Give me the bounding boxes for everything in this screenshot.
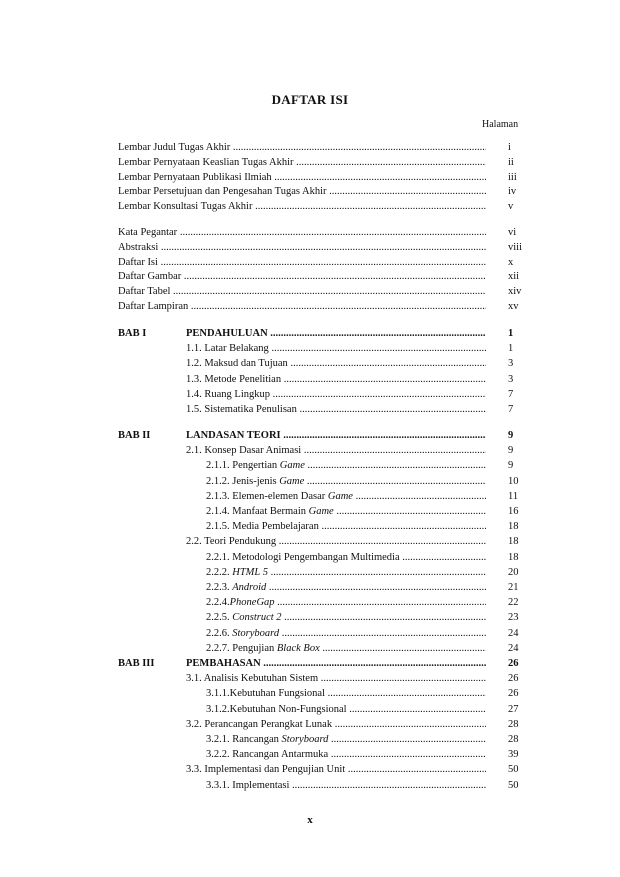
list-entry bbox=[0, 285, 620, 299]
toc-entry-title bbox=[118, 285, 486, 299]
list-entry bbox=[0, 241, 620, 255]
toc-entry-text: 2.1.2. Jenis-jenis bbox=[206, 475, 280, 487]
toc-entry-title bbox=[206, 520, 486, 534]
chapter-label: BAB I bbox=[118, 328, 147, 339]
front-matter-entry bbox=[0, 171, 620, 185]
toc-entry-text: 1.3. Metode Penelitian bbox=[186, 373, 282, 385]
section-entry bbox=[0, 748, 620, 762]
section-entry bbox=[0, 581, 620, 595]
toc-entry-title bbox=[206, 703, 486, 717]
toc-entry-title bbox=[186, 373, 486, 387]
toc-entry-italic: Construct 2 bbox=[232, 612, 282, 624]
toc-entry-text: PENDAHULUAN bbox=[186, 328, 268, 339]
toc-page-number: 28 bbox=[508, 734, 519, 745]
toc-entry-title bbox=[186, 327, 486, 341]
list-entry bbox=[0, 270, 620, 284]
toc-entry-title bbox=[118, 141, 486, 155]
section-entry bbox=[0, 444, 620, 458]
toc-entry-title bbox=[206, 581, 486, 595]
toc-entry-title bbox=[118, 185, 486, 199]
toc-entry-text: 2.2.3. bbox=[206, 582, 233, 593]
section-entry bbox=[0, 342, 620, 356]
toc-entry-title bbox=[206, 551, 486, 565]
toc-entry-text: Lembar Pernyataan Keaslian Tugas Akhir bbox=[118, 156, 294, 168]
toc-entry-text: 1.2. Maksud dan Tujuan bbox=[186, 358, 288, 370]
toc-entry-title bbox=[206, 748, 486, 762]
toc-page-number: 26 bbox=[508, 688, 519, 700]
toc-entry-title bbox=[206, 505, 486, 519]
toc-entry-text: LANDASAN TEORI bbox=[186, 430, 281, 441]
toc-entry-title bbox=[206, 611, 486, 625]
toc-entry-text: 2.2.6. bbox=[206, 627, 233, 639]
toc-entry-text: 3.2.1. Rancangan bbox=[206, 734, 282, 745]
toc-page-number: 26 bbox=[508, 673, 519, 685]
toc-page-number: 9 bbox=[508, 460, 514, 472]
toc-page-number: 50 bbox=[508, 764, 519, 776]
toc-entry-italic: Storyboard bbox=[232, 627, 280, 639]
toc-entry-title bbox=[206, 627, 486, 641]
toc-entry-title bbox=[206, 490, 486, 504]
toc-entry-text: 3.2. Perancangan Perangkat Lunak bbox=[186, 718, 333, 730]
toc-page-number: vi bbox=[508, 227, 517, 238]
toc-page-number: 39 bbox=[508, 749, 519, 761]
toc-entry-title bbox=[118, 300, 486, 314]
toc-page-number: viii bbox=[508, 241, 523, 253]
section-entry bbox=[0, 642, 620, 656]
toc-page-number: 16 bbox=[508, 506, 519, 517]
toc-entry-title bbox=[118, 200, 486, 214]
toc-entry-text: 3.2.2. Rancangan Antarmuka bbox=[206, 749, 329, 761]
list-entry bbox=[0, 300, 620, 314]
toc-entry-text: 2.2.7. Pengujian bbox=[206, 642, 277, 654]
toc-page-number: 24 bbox=[508, 627, 519, 639]
toc-entry-text: 2.1.1. Pengertian bbox=[206, 460, 280, 472]
toc-entry-text: Lembar Judul Tugas Akhir bbox=[118, 142, 231, 153]
toc-entry-italic: Black Box bbox=[276, 642, 320, 654]
section-entry bbox=[0, 388, 620, 402]
toc-entry-title bbox=[186, 718, 486, 732]
toc-page-number: 3 bbox=[508, 373, 514, 385]
toc-page-number: 50 bbox=[508, 779, 519, 791]
toc-page-number: xv bbox=[508, 301, 519, 312]
section-entry bbox=[0, 566, 620, 580]
toc-entry-text: Daftar Gambar bbox=[118, 271, 182, 283]
toc-page-number: 9 bbox=[508, 430, 514, 441]
toc-entry-title bbox=[186, 388, 486, 402]
section-entry bbox=[0, 733, 620, 747]
toc-entry-text: 2.1.5. Media Pembelajaran bbox=[206, 521, 319, 533]
toc-page-number: v bbox=[508, 201, 514, 213]
toc-page-number: 9 bbox=[508, 445, 514, 457]
toc-entry-italic: Game bbox=[279, 475, 305, 487]
toc-page-number: 20 bbox=[508, 566, 519, 578]
toc-page-number: iii bbox=[508, 171, 517, 183]
front-matter-entry bbox=[0, 200, 620, 214]
toc-entry-text: 2.2.2. bbox=[206, 566, 233, 578]
toc-page-number: 18 bbox=[508, 521, 519, 533]
page-title: DAFTAR ISI bbox=[271, 92, 349, 107]
toc-page-number: xii bbox=[508, 271, 520, 283]
toc-entry-italic: Storyboard bbox=[281, 734, 329, 745]
toc-entry-text: 3.1.2.Kebutuhan Non-Fungsional bbox=[206, 703, 347, 715]
toc-entry-text: Lembar Konsultasi Tugas Akhir bbox=[118, 201, 253, 213]
section-entry bbox=[0, 475, 620, 489]
toc-page-number: 3 bbox=[508, 358, 514, 370]
toc-entry-title bbox=[118, 241, 486, 255]
section-entry bbox=[0, 373, 620, 387]
toc-entry-text: 3.1.1.Kebutuhan Fungsional bbox=[206, 688, 325, 700]
section-entry bbox=[0, 627, 620, 641]
chapter-label: BAB II bbox=[118, 430, 151, 441]
toc-entry-title bbox=[186, 429, 486, 443]
toc-entry-text: 1.1. Latar Belakang bbox=[186, 343, 269, 355]
toc-entry-title bbox=[118, 171, 486, 185]
toc-page-number: i bbox=[508, 142, 511, 153]
toc-entry-title bbox=[186, 672, 486, 686]
toc-entry-text: Lembar Pernyataan Publikasi Ilmiah bbox=[118, 171, 272, 183]
toc-entry-title bbox=[186, 763, 486, 777]
section-entry bbox=[0, 763, 620, 777]
section-entry bbox=[0, 779, 620, 793]
toc-page-number: 21 bbox=[508, 582, 519, 593]
toc-page-number: 26 bbox=[508, 658, 519, 669]
toc-entry-title bbox=[186, 657, 486, 671]
toc-entry-title bbox=[206, 475, 486, 489]
section-entry bbox=[0, 490, 620, 504]
toc-entry-title bbox=[118, 156, 486, 170]
toc-entry-title bbox=[186, 444, 486, 458]
toc-entry-text: 2.2.5. bbox=[206, 612, 233, 624]
toc-entry-text: 3.1. Analisis Kebutuhan Sistem bbox=[186, 673, 319, 685]
section-entry bbox=[0, 535, 620, 549]
toc-entry-title bbox=[206, 733, 486, 747]
toc-entry-title bbox=[118, 256, 486, 270]
toc-entry-title bbox=[206, 596, 486, 610]
section-entry bbox=[0, 703, 620, 717]
toc-page-number: 7 bbox=[508, 388, 514, 400]
front-matter-entry bbox=[0, 185, 620, 199]
toc-entry-text: Daftar Lampiran bbox=[118, 301, 189, 312]
toc-entry-text: 1.4. Ruang Lingkup bbox=[186, 388, 270, 400]
toc-entry-italic: PhoneGap bbox=[229, 597, 275, 609]
chapter-heading bbox=[0, 327, 620, 341]
toc-page-number: 23 bbox=[508, 612, 519, 624]
toc-entry-text: 2.2. Teori Pendukung bbox=[186, 536, 277, 548]
toc-entry-italic: Game bbox=[308, 506, 334, 517]
toc-page-number: 7 bbox=[508, 404, 514, 415]
toc-entry-text: 1.5. Sistematika Penulisan bbox=[186, 404, 297, 415]
toc-entry-text: Daftar Tabel bbox=[118, 286, 171, 298]
chapter-label: BAB III bbox=[118, 658, 155, 669]
toc-page-number: 18 bbox=[508, 536, 519, 548]
toc-entry-text: 3.3. Implementasi dan Pengujian Unit bbox=[186, 764, 346, 776]
toc-entry-text: 2.1.4. Manfaat Bermain bbox=[206, 506, 309, 517]
page-number: x bbox=[307, 814, 313, 826]
toc-entry-title bbox=[186, 357, 486, 371]
toc-entry-text: Daftar Isi bbox=[118, 256, 158, 268]
toc-page-number: x bbox=[508, 256, 514, 268]
list-entry bbox=[0, 256, 620, 270]
section-entry bbox=[0, 459, 620, 473]
front-matter-entry bbox=[0, 141, 620, 155]
toc-page-number: 22 bbox=[508, 597, 519, 609]
toc-entry-text: 3.3.1. Implementasi bbox=[206, 779, 290, 791]
toc-entry-text: 2.1.3. Elemen-elemen Dasar bbox=[206, 490, 328, 502]
toc-entry-title bbox=[118, 226, 486, 240]
toc-page-number: xiv bbox=[508, 286, 522, 298]
toc-entry-title bbox=[206, 566, 486, 580]
halaman-label: Halaman bbox=[482, 119, 519, 130]
toc-page-number: 24 bbox=[508, 642, 519, 654]
front-matter-entry bbox=[0, 156, 620, 170]
toc-entry-italic: Android bbox=[232, 582, 267, 593]
toc-entry-text: 2.2.4. bbox=[206, 597, 230, 609]
toc-entry-text: Abstraksi bbox=[118, 241, 159, 253]
toc-entry-text: 2.1. Konsep Dasar Animasi bbox=[186, 445, 302, 457]
list-entry bbox=[0, 226, 620, 240]
toc-entry-title bbox=[206, 779, 486, 793]
toc-entry-title bbox=[206, 459, 486, 473]
toc-entry-text: Kata Pegantar bbox=[118, 227, 178, 238]
toc-entry-title bbox=[186, 535, 486, 549]
section-entry bbox=[0, 505, 620, 519]
chapter-heading bbox=[0, 429, 620, 443]
section-entry bbox=[0, 611, 620, 625]
toc-page-number: 28 bbox=[508, 718, 519, 730]
toc-entry-text: Lembar Persetujuan dan Pengesahan Tugas Akhir bbox=[118, 186, 327, 198]
toc-page-number: ii bbox=[508, 156, 514, 168]
section-entry bbox=[0, 687, 620, 701]
toc-entry-italic: Game bbox=[279, 460, 305, 472]
toc-page-number: 18 bbox=[508, 551, 519, 563]
toc-entry-text: PEMBAHASAN bbox=[186, 658, 261, 669]
section-entry bbox=[0, 672, 620, 686]
toc-entry-title bbox=[206, 687, 486, 701]
section-entry bbox=[0, 403, 620, 417]
toc-page-number: 1 bbox=[508, 328, 514, 339]
chapter-heading bbox=[0, 657, 620, 671]
section-entry bbox=[0, 357, 620, 371]
toc-page-number: iv bbox=[508, 186, 517, 198]
toc-entry-italic: HTML 5 bbox=[232, 566, 268, 578]
toc-page-number: 10 bbox=[508, 475, 519, 487]
section-entry bbox=[0, 520, 620, 534]
toc-entry-title bbox=[118, 270, 486, 284]
toc-page-number: 1 bbox=[508, 343, 514, 355]
toc-entry-title bbox=[206, 642, 486, 656]
section-entry bbox=[0, 718, 620, 732]
toc-entry-italic: Game bbox=[327, 490, 353, 502]
toc-page-number: 11 bbox=[508, 490, 519, 502]
section-entry bbox=[0, 551, 620, 565]
toc-entry-text: 2.2.1. Metodologi Pengembangan Multimedia bbox=[206, 551, 400, 563]
section-entry bbox=[0, 596, 620, 610]
toc-page-number: 27 bbox=[508, 703, 519, 715]
toc-entry-title bbox=[186, 342, 486, 356]
toc-entry-title bbox=[186, 403, 486, 417]
